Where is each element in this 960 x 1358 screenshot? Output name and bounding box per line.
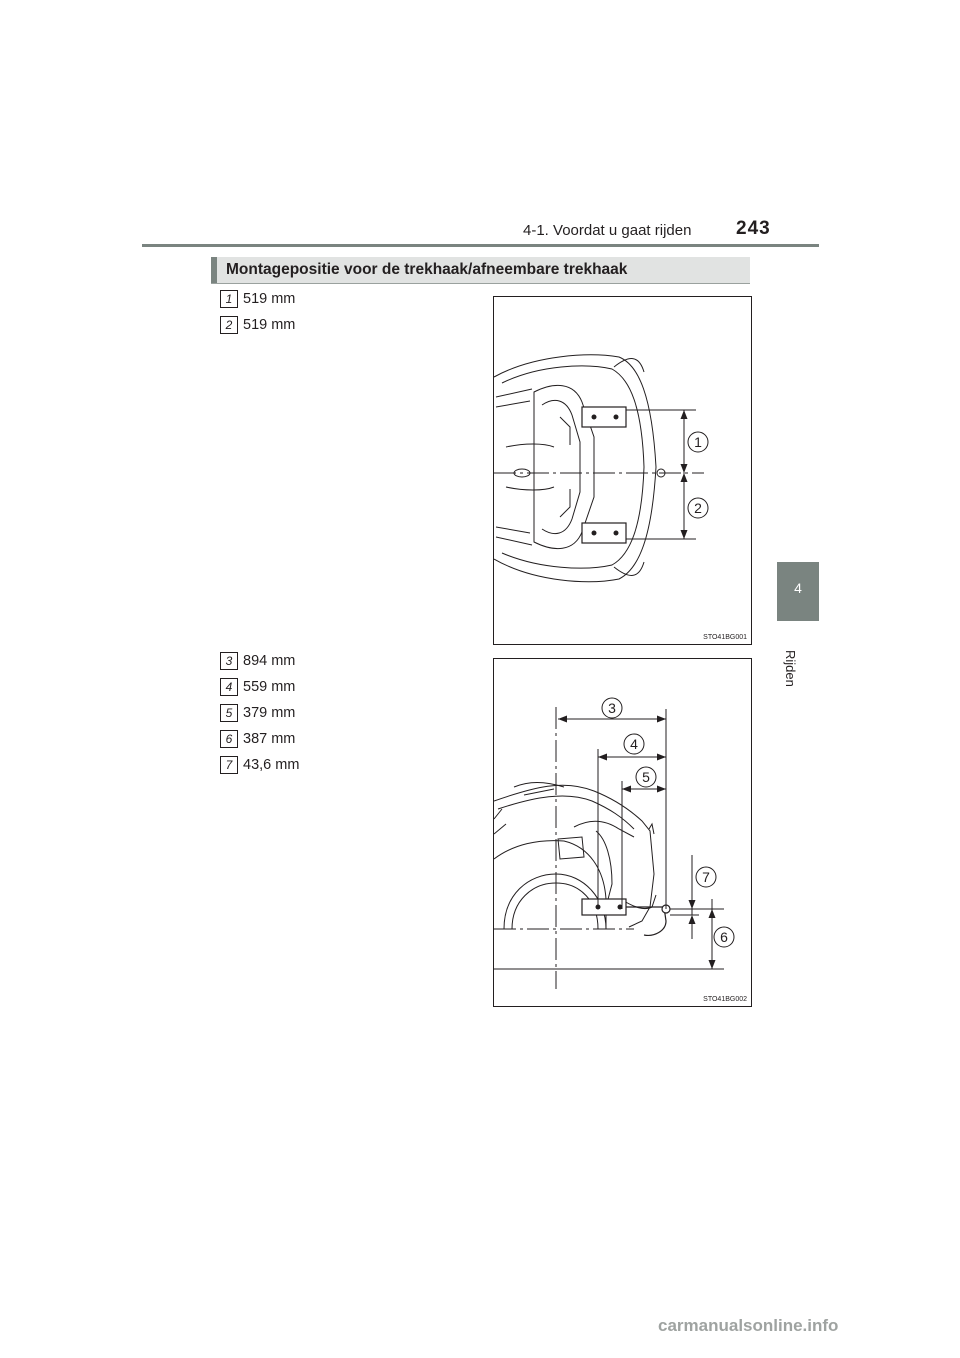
item-number: 1 — [220, 290, 238, 308]
item-value: 559 mm — [243, 679, 296, 695]
item-value: 43,6 mm — [243, 757, 300, 773]
item-value: 519 mm — [243, 291, 296, 307]
item-number: 4 — [220, 678, 238, 696]
chapter-tab[interactable] — [777, 562, 819, 621]
page-number: 243 — [736, 218, 771, 239]
figure-callout-label: 5 — [642, 769, 650, 785]
chapter-tab-label: Rijden — [783, 650, 798, 687]
section-heading-accent — [211, 257, 217, 283]
item-value: 387 mm — [243, 731, 296, 747]
figure-callout-label: 3 — [608, 700, 616, 716]
section-heading — [211, 257, 750, 283]
figure-callout-label: 4 — [630, 736, 638, 752]
item-number: 2 — [220, 316, 238, 334]
figure-top-view — [493, 296, 752, 645]
section-heading-underline — [211, 283, 750, 284]
section-heading-title: Montagepositie voor de trekhaak/afneembare trekhaak — [226, 261, 628, 278]
chapter-tab-number: 4 — [794, 580, 802, 596]
item-value: 379 mm — [243, 705, 296, 721]
figure-callout-label: 1 — [694, 434, 702, 450]
header-rule — [142, 244, 819, 247]
item-number: 5 — [220, 704, 238, 722]
item-number: 7 — [220, 756, 238, 774]
item-value: 894 mm — [243, 653, 296, 669]
item-value: 519 mm — [243, 317, 296, 333]
side-view-drawing — [494, 659, 751, 1006]
item-number: 6 — [220, 730, 238, 748]
item-number: 3 — [220, 652, 238, 670]
figure-callout-label: 7 — [702, 869, 710, 885]
figure-callout-label: 2 — [694, 500, 702, 516]
figure-code: STO41BG002 — [703, 996, 747, 1003]
figure-callout-label: 6 — [720, 929, 728, 945]
header-section-title: 4-1. Voordat u gaat rijden — [523, 222, 692, 239]
figure-side-view — [493, 658, 752, 1007]
figure-code: STO41BG001 — [703, 634, 747, 641]
top-view-drawing — [494, 297, 751, 644]
footer-watermark: carmanualsonline.info — [658, 1316, 839, 1335]
